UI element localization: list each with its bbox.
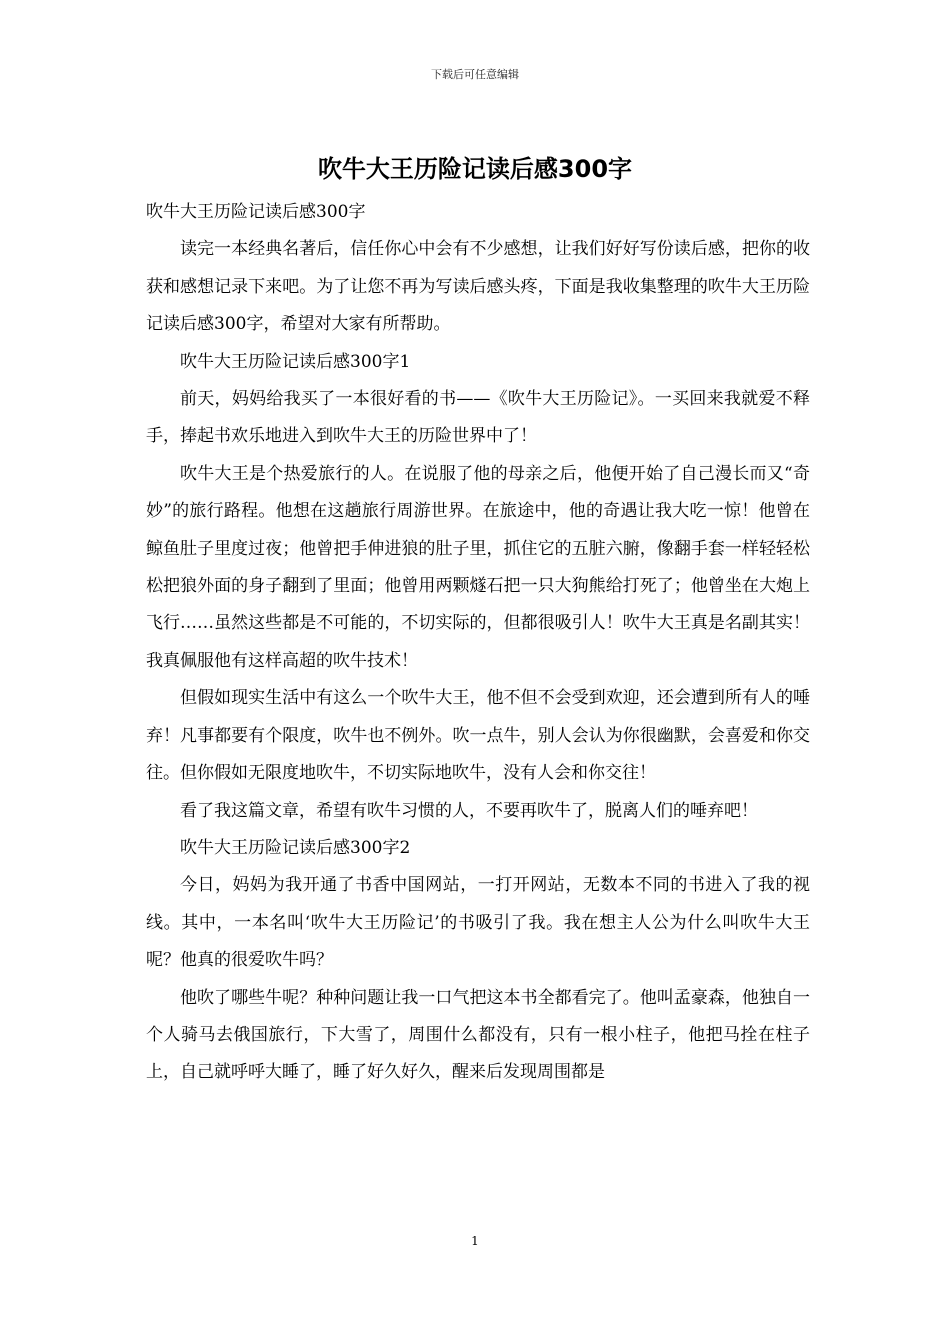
body-paragraph: 前天，妈妈给我买了一本很好看的书——《吹牛大王历险记》。一买回来我就爱不释手，捧起书欢乐地进入到吹牛大王的历险世界中了！ [146, 389, 810, 447]
body-paragraph: 他吹了哪些牛呢？种种问题让我一口气把这本书全都看完了。他叫孟豪森，他独自一个人骑马去俄国旅行，下大雪了，周围什么都没有，只有一根小柱子，他把马拴在柱子上，自己就呼呼大睡了，睡了好久好久，醒来后发现周围都是 [146, 987, 810, 1083]
body-paragraph: 吹牛大王是个热爱旅行的人。在说服了他的母亲之后，他便开始了自己漫长而又“奇妙”的旅行路程。他想在这趟旅行周游世界。在旅途中，他的奇遇让我大吃一惊！他曾在鲸鱼肚子里度过夜；他曾把手伸进狼的肚子里，抓住它的五脏六腑，像翻手套一样轻轻松松把狼外面的身子翻到了里面；他曾用两颗燧石把一只大狗熊给打死了；他曾坐在大炮上飞行……虽然这些都是不可能的，不切实际的，但都很吸引人！吹牛大王真是名副其实！我真佩服他有这样高超的吹牛技术！ [146, 463, 810, 671]
header-note: 下载后可任意编辑 [431, 68, 519, 81]
document-body [146, 194, 810, 1092]
page-number: 1 [471, 1234, 479, 1248]
subtitle-paragraph: 吹牛大王历险记读后感300字 [146, 202, 366, 222]
intro-paragraph: 读完一本经典名著后，信任你心中会有不少感想，让我们好好写份读后感，把你的收获和感想记录下来吧。为了让您不再为写读后感头疼，下面是我收集整理的吹牛大王历险记读后感300字，希望对大家有所帮助。 [146, 239, 810, 335]
body-paragraph: 今日，妈妈为我开通了书香中国网站，一打开网站，无数本不同的书进入了我的视线。其中，一本名叫‘吹牛大王历险记’的书吸引了我。我在想主人公为什么叫吹牛大王呢？他真的很爱吹牛吗？ [146, 875, 810, 971]
body-paragraph: 看了我这篇文章，希望有吹牛习惯的人，不要再吹牛了，脱离人们的唾弃吧！ [180, 800, 758, 821]
body-paragraph: 但假如现实生活中有这么一个吹牛大王，他不但不会受到欢迎，还会遭到所有人的唾弃！凡事都要有个限度，吹牛也不例外。吹一点牛，别人会认为你很幽默，会喜爱和你交往。但你假如无限度地吹牛，不切实际地吹牛，没有人会和你交往！ [146, 688, 810, 784]
document-title: 吹牛大王历险记读后感300字 [317, 155, 633, 183]
section-heading-2: 吹牛大王历险记读后感300字2 [180, 837, 411, 858]
section-heading-1: 吹牛大王历险记读后感300字1 [180, 351, 411, 372]
